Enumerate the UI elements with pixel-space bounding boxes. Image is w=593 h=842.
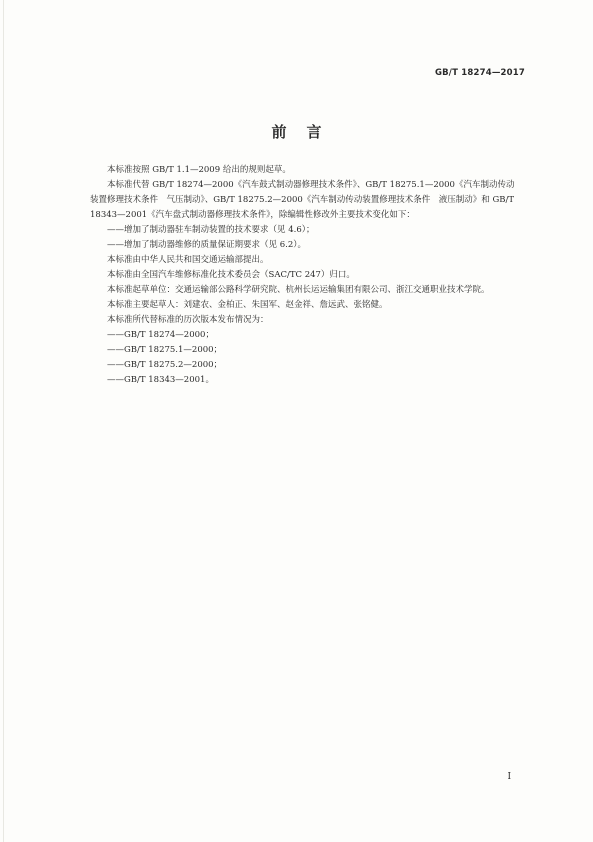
list-item-edition-2: ——GB/T 18275.1—2000； [107,345,223,355]
list-item-edition-4: ——GB/T 18343—2001。 [107,375,214,385]
paragraph-proposed-by: 本标准由中华人民共和国交通运输部提出。 [107,255,269,265]
list-item-change-2: ——增加了制动器维修的质量保证期要求（见 6.2）。 [107,240,306,250]
paragraph-replacement: 本标准代替 GB/T 18274—2000《汽车鼓式制动器修理技术条件》、GB/T 18275.1—2000《汽车制动传动装置修理技术条件 气压制动》、GB/T 18275.2—2000《汽车制动传动装置修理技术条件 液压制动》和 GB/T 18343—2001《汽车盘式制动器修理技术条件》，除编辑性修改外主要技术变化如下： [90,180,515,220]
document-body [90,163,520,388]
page-title: 前言 [271,123,342,141]
standard-code: GB/T 18274—2017 [434,68,525,78]
paragraph-drafting-units: 本标准起草单位：交通运输部公路科学研究院、杭州长运运输集团有限公司、浙江交通职业技术学院。 [107,285,490,295]
list-item-change-1: ——增加了制动器驻车制动装置的技术要求（见 4.6）； [107,225,315,235]
list-item-edition-3: ——GB/T 18275.2—2000； [107,360,223,370]
paragraph-drafting-rules: 本标准按照 GB/T 1.1—2009 给出的规则起草。 [107,165,291,175]
list-item-edition-1: ——GB/T 18274—2000； [107,330,214,340]
paragraph-drafters: 本标准主要起草人：刘建农、金柏正、朱国军、赵金祥、詹远武、张铭健。 [107,300,388,310]
paragraph-managed-by: 本标准由全国汽车维修标准化技术委员会（SAC/TC 247）归口。 [107,270,355,280]
page-number: I [507,772,511,782]
paragraph-previous-editions: 本标准所代替标准的历次版本发布情况为： [107,315,269,325]
